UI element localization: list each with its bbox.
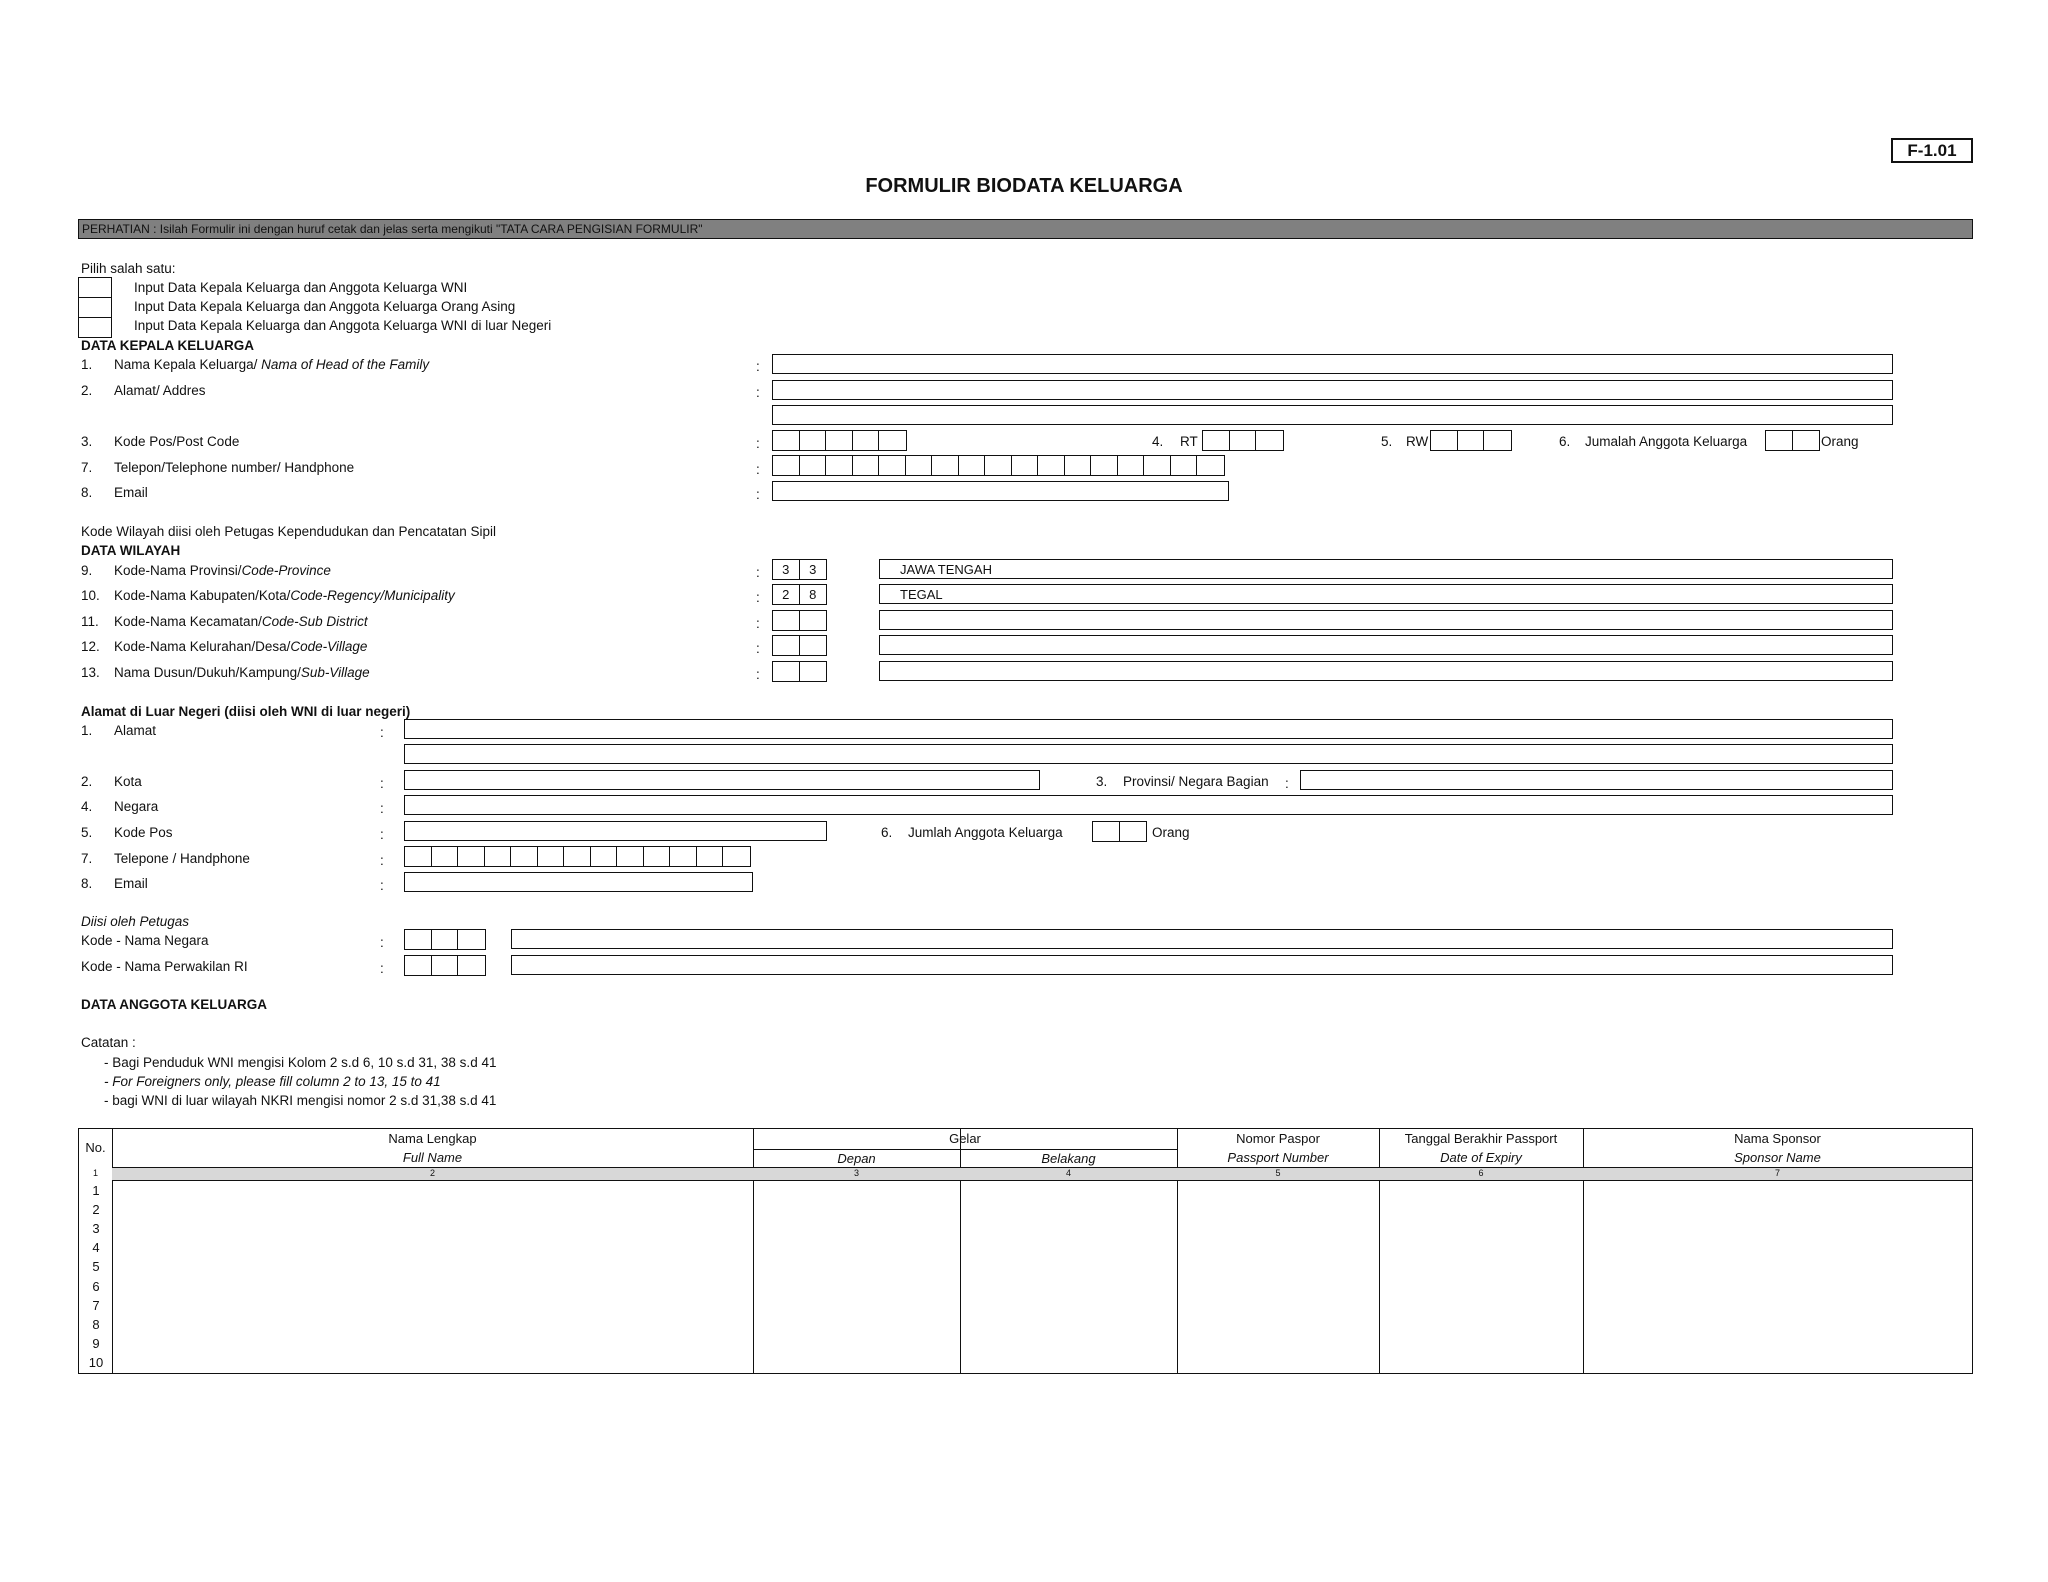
anggota-table — [78, 1128, 1973, 1374]
field-num: 3. — [1096, 774, 1108, 789]
colon: : — [756, 565, 760, 580]
field-label-jumlah-anggota: Jumalah Anggota Keluarga — [1585, 434, 1748, 449]
code-digit: 2 — [773, 585, 800, 604]
field-label-email: Email — [114, 485, 148, 500]
field-label-kelurahan: Kode-Nama Kelurahan/Desa/Code-Village — [114, 639, 368, 654]
field-num: 8. — [81, 876, 93, 891]
jumlah-anggota-unit: Orang — [1821, 434, 1859, 449]
column-divider — [1177, 1129, 1178, 1373]
luar-kota-input[interactable] — [404, 770, 1040, 790]
nama-provinsi-value: JAWA TENGAH — [900, 561, 992, 577]
col-index: 1 — [92, 1168, 98, 1178]
field-num: 4. — [1152, 434, 1164, 449]
field-label-rt: RT — [1180, 434, 1198, 449]
field-num: 8. — [81, 485, 93, 500]
colon: : — [756, 359, 760, 374]
field-label-kode-pos: Kode Pos/Post Code — [114, 434, 240, 449]
field-label-provinsi: Kode-Nama Provinsi/Code-Province — [114, 563, 331, 578]
field-label-luar-kode-pos: Kode Pos — [114, 825, 173, 840]
col-index: 3 — [853, 1168, 859, 1178]
luar-provinsi-input[interactable] — [1300, 770, 1893, 790]
luar-alamat-input-line1[interactable] — [404, 719, 1893, 739]
field-num: 2. — [81, 383, 93, 398]
table-row-number: 1 — [92, 1183, 100, 1198]
field-label-dusun: Nama Dusun/Dukuh/Kampung/Sub-Village — [114, 665, 370, 680]
field-num: 9. — [81, 563, 93, 578]
table-row-number: 3 — [92, 1221, 100, 1236]
table-row-number: 7 — [92, 1298, 100, 1313]
colon: : — [380, 878, 384, 893]
section-luar-negeri-heading: Alamat di Luar Negeri (diisi oleh WNI di luar negeri) — [81, 704, 411, 719]
field-label-kode-perwakilan: Kode - Nama Perwakilan RI — [81, 959, 248, 974]
telepon-input[interactable] — [772, 455, 1225, 476]
kode-perwakilan-input[interactable] — [404, 955, 486, 976]
option-wni-label: Input Data Kepala Keluarga dan Anggota Keluarga WNI — [134, 280, 468, 295]
colon: : — [380, 853, 384, 868]
col-header-belakang: Belakang — [1041, 1151, 1096, 1166]
catatan-note-luar-nkri: - bagi WNI di luar wilayah NKRI mengisi nomor 2 s.d 31,38 s.d 41 — [104, 1093, 497, 1108]
field-num: 6. — [1559, 434, 1571, 449]
field-num: 1. — [81, 357, 93, 372]
petugas-note: Diisi oleh Petugas — [81, 914, 190, 929]
field-label-kecamatan: Kode-Nama Kecamatan/Code-Sub District — [114, 614, 368, 629]
catatan-note-foreigners: - For Foreigners only, please fill column 2 to 13, 15 to 41 — [104, 1074, 441, 1089]
table-row-number: 9 — [92, 1336, 100, 1351]
nama-dusun-input[interactable] — [879, 661, 1893, 681]
field-label-kabupaten: Kode-Nama Kabupaten/Kota/Code-Regency/Municipality — [114, 588, 455, 603]
table-row-number: 2 — [92, 1202, 100, 1217]
section-kepala-heading: DATA KEPALA KELUARGA — [81, 338, 254, 353]
field-label-luar-jumlah-anggota: Jumlah Anggota Keluarga — [908, 825, 1063, 840]
option-wni-checkbox[interactable] — [78, 277, 112, 298]
email-input[interactable] — [772, 481, 1229, 501]
column-divider — [753, 1129, 754, 1373]
nama-provinsi-input[interactable] — [879, 559, 1893, 579]
table-row-number: 4 — [92, 1240, 100, 1255]
field-label-kode-negara: Kode - Nama Negara — [81, 933, 209, 948]
field-num: 7. — [81, 460, 93, 475]
col-index: 6 — [1478, 1168, 1484, 1178]
nama-perwakilan-input[interactable] — [511, 955, 1893, 975]
col-index: 2 — [429, 1168, 435, 1178]
col-header-paspor-en: Passport Number — [1227, 1150, 1329, 1165]
kode-kabupaten-input[interactable] — [772, 584, 827, 605]
kode-kecamatan-input[interactable] — [772, 610, 827, 631]
col-header-paspor: Nomor Paspor — [1236, 1131, 1320, 1146]
notice-text: PERHATIAN : Isilah Formulir ini dengan huruf cetak dan jelas serta mengikuti "TATA CARA PENGISIAN FORMULIR" — [82, 222, 703, 236]
option-asing-checkbox[interactable] — [78, 297, 112, 318]
field-num: 13. — [81, 665, 100, 680]
col-header-gelar: Gelar — [949, 1131, 981, 1146]
alamat-input-line1[interactable] — [772, 380, 1893, 400]
col-header-nama-en: Full Name — [402, 1150, 463, 1165]
kode-dusun-input[interactable] — [772, 661, 827, 682]
field-num: 5. — [81, 825, 93, 840]
field-num: 4. — [81, 799, 93, 814]
column-divider — [960, 1129, 961, 1373]
field-label-telepon: Telepon/Telephone number/ Handphone — [114, 460, 355, 475]
nama-kepala-input[interactable] — [772, 354, 1893, 374]
field-num: 6. — [881, 825, 893, 840]
luar-jumlah-anggota-unit: Orang — [1152, 825, 1190, 840]
nama-kabupaten-input[interactable] — [879, 584, 1893, 604]
field-label-luar-kota: Kota — [114, 774, 142, 789]
col-header-sponsor: Nama Sponsor — [1734, 1131, 1821, 1146]
column-divider — [1583, 1129, 1584, 1373]
kode-negara-input[interactable] — [404, 929, 486, 950]
colon: : — [1285, 776, 1289, 791]
colon: : — [756, 385, 760, 400]
wilayah-note: Kode Wilayah diisi oleh Petugas Kependudukan dan Pencatatan Sipil — [81, 524, 497, 539]
field-label-luar-email: Email — [114, 876, 148, 891]
rt-input[interactable] — [1202, 430, 1284, 451]
field-num: 11. — [81, 614, 99, 629]
luar-kode-pos-input[interactable] — [404, 821, 827, 841]
kode-provinsi-input[interactable] — [772, 559, 827, 580]
option-luar-negeri-checkbox[interactable] — [78, 317, 112, 338]
field-label-alamat: Alamat/ Addres — [114, 383, 206, 398]
colon: : — [380, 801, 384, 816]
luar-negara-input[interactable] — [404, 795, 1893, 815]
table-row-number: 5 — [92, 1259, 100, 1274]
field-num: 3. — [81, 434, 93, 449]
field-label-luar-telepon: Telepone / Handphone — [114, 851, 250, 866]
field-label-rw: RW — [1406, 434, 1429, 449]
col-index: 4 — [1065, 1168, 1071, 1178]
option-luar-negeri-label: Input Data Kepala Keluarga dan Anggota Keluarga WNI di luar Negeri — [134, 318, 552, 333]
form-code-badge: F-1.01 — [1891, 138, 1973, 163]
field-num: 1. — [81, 723, 93, 738]
kode-pos-input[interactable] — [772, 430, 907, 451]
col-header-sponsor-en: Sponsor Name — [1734, 1150, 1821, 1165]
luar-alamat-input-line2[interactable] — [404, 744, 1893, 764]
nama-negara-input[interactable] — [511, 929, 1893, 949]
field-num: 2. — [81, 774, 93, 789]
field-num: 12. — [81, 639, 100, 654]
field-label-luar-negara: Negara — [114, 799, 159, 814]
nama-kabupaten-value: TEGAL — [900, 586, 943, 602]
col-index: 5 — [1275, 1168, 1281, 1178]
field-num: 5. — [1381, 434, 1393, 449]
code-digit: 3 — [773, 560, 800, 579]
option-asing-label: Input Data Kepala Keluarga dan Anggota Keluarga Orang Asing — [134, 299, 516, 314]
col-header-depan: Depan — [837, 1151, 876, 1166]
kode-kelurahan-input[interactable] — [772, 635, 827, 656]
col-header-nama: Nama Lengkap — [388, 1131, 477, 1146]
colon: : — [380, 725, 384, 740]
notice-banner — [78, 219, 1973, 239]
gelar-divider — [753, 1149, 1177, 1150]
colon: : — [756, 487, 760, 502]
field-label-nama-kepala: Nama Kepala Keluarga/ Nama of Head of the Family — [114, 357, 430, 372]
colon: : — [756, 590, 760, 605]
section-wilayah-heading: DATA WILAYAH — [81, 543, 181, 558]
colon: : — [756, 616, 760, 631]
colon: : — [380, 961, 384, 976]
colon: : — [756, 462, 760, 477]
nama-kelurahan-input[interactable] — [879, 635, 1893, 655]
index-divider — [112, 1180, 1972, 1181]
table-row-number: 8 — [92, 1317, 100, 1332]
colon: : — [756, 667, 760, 682]
alamat-input-line2[interactable] — [772, 405, 1893, 425]
colon: : — [756, 436, 760, 451]
col-index: 7 — [1774, 1168, 1780, 1178]
code-digit: 3 — [809, 562, 817, 577]
col-header-no: No. — [85, 1140, 106, 1155]
catatan-note-wni: - Bagi Penduduk WNI mengisi Kolom 2 s.d 6, 10 s.d 31, 38 s.d 41 — [104, 1055, 497, 1070]
col-header-expiry: Tanggal Berakhir Passport — [1404, 1131, 1558, 1146]
column-divider — [1379, 1129, 1380, 1373]
rw-input[interactable] — [1430, 430, 1512, 451]
field-num: 10. — [81, 588, 100, 603]
jumlah-anggota-input[interactable] — [1765, 430, 1820, 451]
code-digit: 8 — [809, 587, 817, 602]
colon: : — [380, 776, 384, 791]
field-num: 7. — [81, 851, 93, 866]
colon: : — [380, 827, 384, 842]
colon: : — [380, 935, 384, 950]
choose-label: Pilih salah satu: — [81, 261, 176, 276]
catatan-label: Catatan : — [81, 1035, 136, 1050]
luar-email-input[interactable] — [404, 872, 753, 892]
luar-telepon-input[interactable] — [404, 846, 751, 867]
nama-kecamatan-input[interactable] — [879, 610, 1893, 630]
colon: : — [756, 641, 760, 656]
page-title: FORMULIR BIODATA KELUARGA — [865, 175, 1183, 197]
table-row-number: 10 — [88, 1355, 104, 1370]
field-label-luar-alamat: Alamat — [114, 723, 157, 738]
col-header-expiry-en: Date of Expiry — [1440, 1150, 1522, 1165]
section-anggota-heading: DATA ANGGOTA KELUARGA — [81, 997, 267, 1012]
luar-jumlah-anggota-input[interactable] — [1092, 821, 1147, 842]
table-row-number: 6 — [92, 1279, 100, 1294]
field-label-luar-provinsi: Provinsi/ Negara Bagian — [1123, 774, 1269, 789]
